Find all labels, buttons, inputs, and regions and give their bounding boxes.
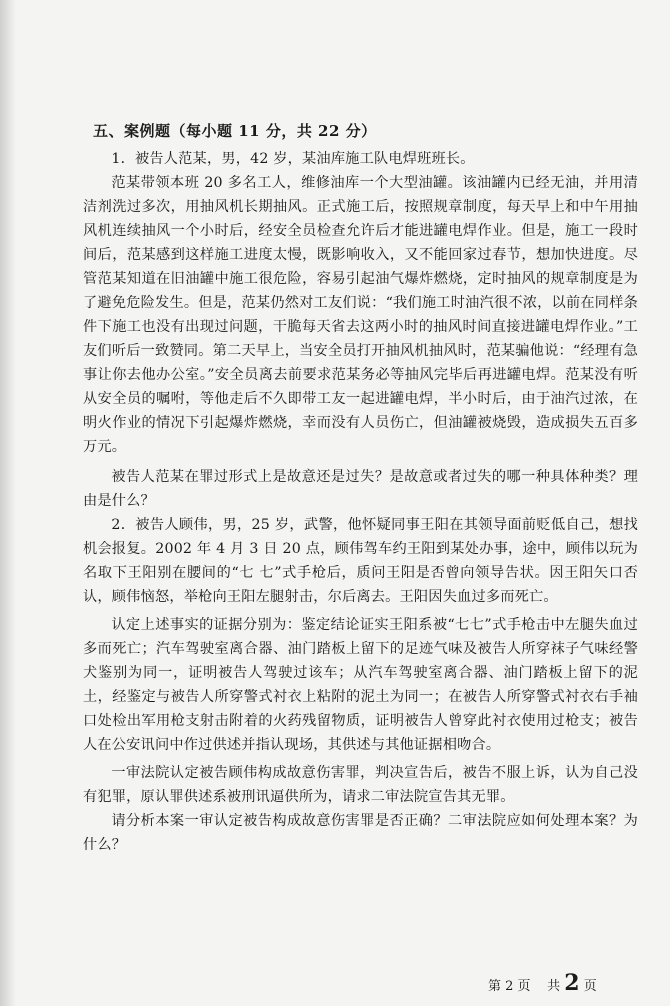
exam-content xyxy=(83,120,638,857)
section-heading: 五、案例题（每小题 11 分，共 22 分） xyxy=(93,122,377,140)
case2-intro: 2．被告人顾伟，男，25 岁，武警，他怀疑同事王阳在其领导面前贬低自己，想找机会报复。2002 年 4 月 3 日 20 点，顾伟驾车约王阳到某处办事，途中，顾伟以玩为名取下王阳别在腰间的“七 七”式手枪后，质问王阳是否曾向领导告状。因王阳矢口否认，顾伟恼怒，举枪向王阳左腿射击，尔后离去。王阳因失血过多而死亡。 xyxy=(83,517,638,605)
case1-question: 被告人范某在罪过形式上是故意还是过失？是故意或者过失的哪一种具体种类？理由是什么？ xyxy=(83,469,638,509)
page-footer xyxy=(488,970,597,996)
case1-intro: 1．被告人范某，男，42 岁，某油库施工队电焊班班长。 xyxy=(111,151,475,167)
case2-evidence: 认定上述事实的证据分别为：鉴定结论证实王阳系被“七七”式手枪击中左腿失血过多而死亡；汽车驾驶室离合器、油门踏板上留下的足迹气味及被告人所穿袜子气味经警犬鉴别为同一，证明被告人驾驶过该车；从汽车驾驶室离合器、油门踏板上留下的泥土，经鉴定与被告人所穿警式衬衣上粘附的泥土为同一；在被告人所穿警式衬衣右手袖口处检出军用枪支射击附着的火药残留物质，证明被告人曾穿此衬衣使用过枪支；被告人在公安讯问中作过供述并指认现场，其供述与其他证据相吻合。 xyxy=(83,617,638,753)
case2-question: 请分析本案一审认定被告构成故意伤害罪是否正确？二审法院应如何处理本案？为什么？ xyxy=(83,813,638,853)
case1-body: 范某带领本班 20 多名工人，维修油库一个大型油罐。该油罐内已经无油，并用清洁剂洗过多次，用抽风机长期抽风。正式施工后，按照规章制度，每天早上和中午用抽风机连续抽风一个小时后，经安全员检查允许后才能进罐电焊作业。但是，施工一段时间后，范某感到这样施工进度太慢，既影响收入，又不能回家过春节，想加快进度。尽管范某知道在旧油罐中施工很危险，容易引起油气爆炸燃烧，定时抽风的规章制度是为了避免危险发生。但是，范某仍然对工友们说：“我们施工时油汽很不浓，以前在同样条件下施工也没有出现过问题，干脆每天省去这两小时的抽风时间直接进罐电焊作业。”工友们听后一致赞同。第二天早上，当安全员打开抽风机抽风时，范某骗他说：“经理有急事让你去他办公室。”安全员离去前要求范某务必等抽风完毕后再进罐电焊。范某没有听从安全员的嘱咐，等他走后不久即带工友一起进罐电焊，半小时后，由于油汽过浓，在明火作业的情况下引起爆炸燃烧，幸而没有人员伤亡，但油罐被烧毁，造成损失五百多万元。 xyxy=(83,175,638,455)
total-prefix: 共 xyxy=(547,979,561,994)
page-number: 第 2 页 xyxy=(488,979,531,994)
total-suffix: 页 xyxy=(583,979,597,994)
scan-shadow-left xyxy=(0,0,16,1006)
total-pages: 2 xyxy=(564,970,580,996)
case2-appeal: 一审法院认定被告顾伟构成故意伤害罪，判决宣告后，被告不服上诉，认为自己没有犯罪，原认罪供述系被刑讯逼供所为，请求二审法院宣告其无罪。 xyxy=(83,765,638,805)
